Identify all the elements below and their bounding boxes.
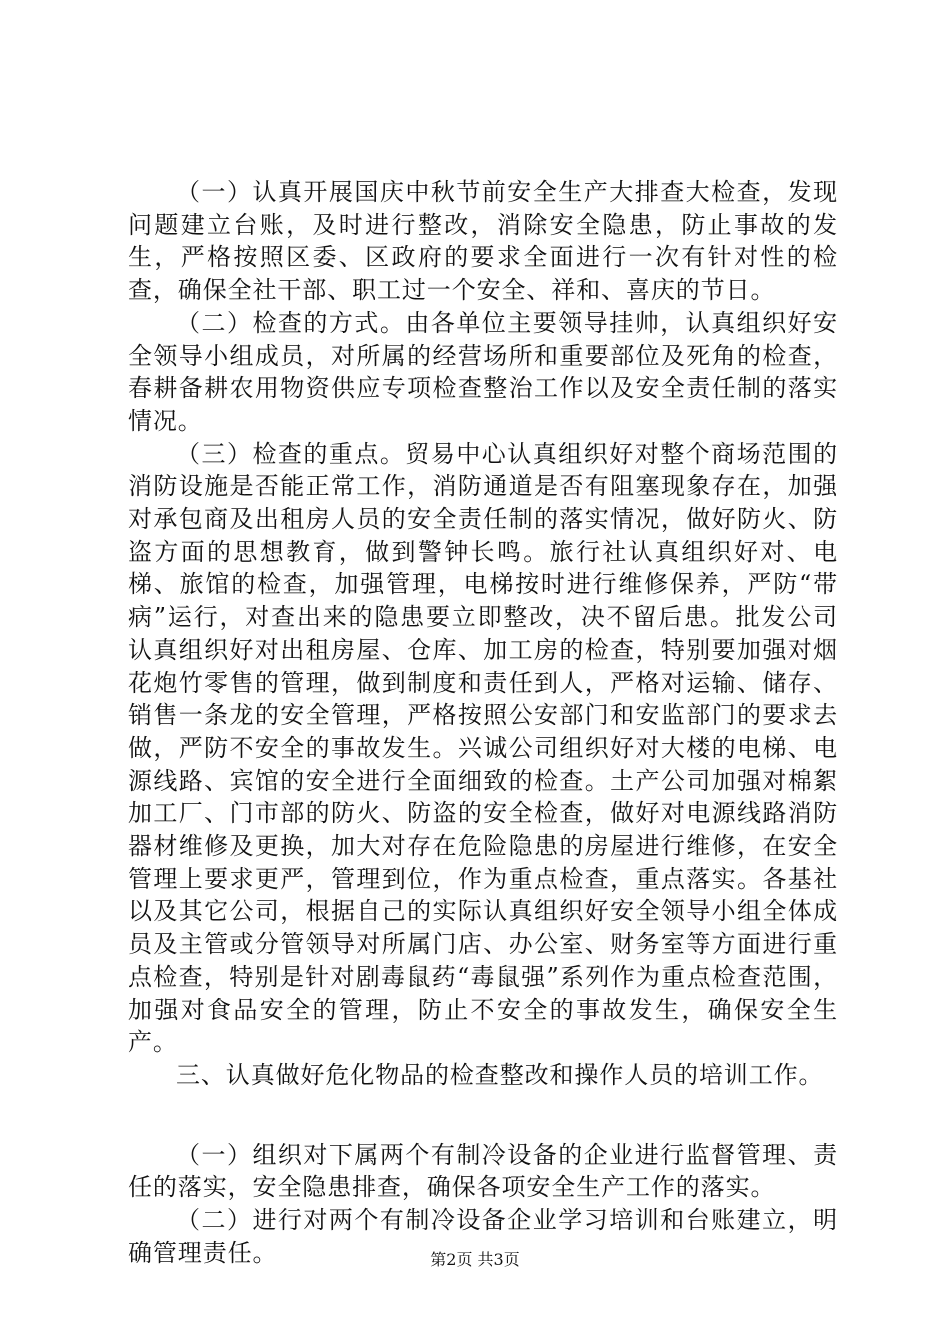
paragraph-inspection-focus: （三）检查的重点。贸易中心认真组织好对整个商场范围的消防设施是否能正常工作，消防通道是否有阻塞现象存在，加强对承包商及出租房人员的安全责任制的落实情况，做好防火、防盗方面的思想教育，做到警钟长鸣。旅行社认真组织好对、电梯、旅馆的检查，加强管理，电梯按时进行维修保养，严防“带病”运行，对查出来的隐患要立即整改，决不留后患。批发公司认真组织好对出租房屋、仓库、加工房的检查，特别要加强对烟花炮竹零售的管理，做到制度和责任到人，严格对运输、储存、销售一条龙的安全管理，严格按照公安部门和安监部门的要求去做，严防不安全的事故发生。兴诚公司组织好对大楼的电梯、电源线路、宾馆的安全进行全面细致的检查。土产公司加强对棉絮加工厂、门市部的防火、防盗的安全检查，做好对电源线路消防器材维修及更换，加大对存在危险隐患的房屋进行维修，在安全管理上要求更严，管理到位，作为重点检查，重点落实。各基社以及其它公司，根据自己的实际认真组织好安全领导小组全体成员及主管或分管领导对所属门店、办公室、财务室等方面进行重点检查，特别是针对剧毒鼠药“毒鼠强”系列作为重点检查范围，加强对食品安全的管理，防止不安全的事故发生，确保安全生产。 <box>128 439 838 1057</box>
paragraph-safety-inspection: （一）认真开展国庆中秋节前安全生产大排查大检查，发现问题建立台账，及时进行整改，消除安全隐患，防止事故的发生，严格按照区委、区政府的要求全面进行一次有针对性的检查，确保全社干部、职工过一个安全、祥和、喜庆的节日。 <box>128 178 838 305</box>
paragraph-refrigeration-training: （二）进行对两个有制冷设备企业学习培训和台账建立，明确管理责任。 <box>128 1206 838 1267</box>
document-body <box>128 176 838 1270</box>
blank-line <box>128 1092 838 1139</box>
paragraph-inspection-method: （二）检查的方式。由各单位主要领导挂帅，认真组织好安全领导小组成员，对所属的经营场所和重要部位及死角的检查，春耕备耕农用物资供应专项检查整治工作以及安全责任制的落实情况。 <box>128 308 838 435</box>
paragraph-refrigeration-supervision: （一）组织对下属两个有制冷设备的企业进行监督管理、责任的落实，安全隐患排查，确保各项安全生产工作的落实。 <box>128 1140 838 1202</box>
section-heading-hazardous-goods: 三、认真做好危化物品的检查整改和操作人员的培训工作。 <box>176 1060 824 1089</box>
page-footer: 第2页 共3页 <box>430 1250 520 1269</box>
